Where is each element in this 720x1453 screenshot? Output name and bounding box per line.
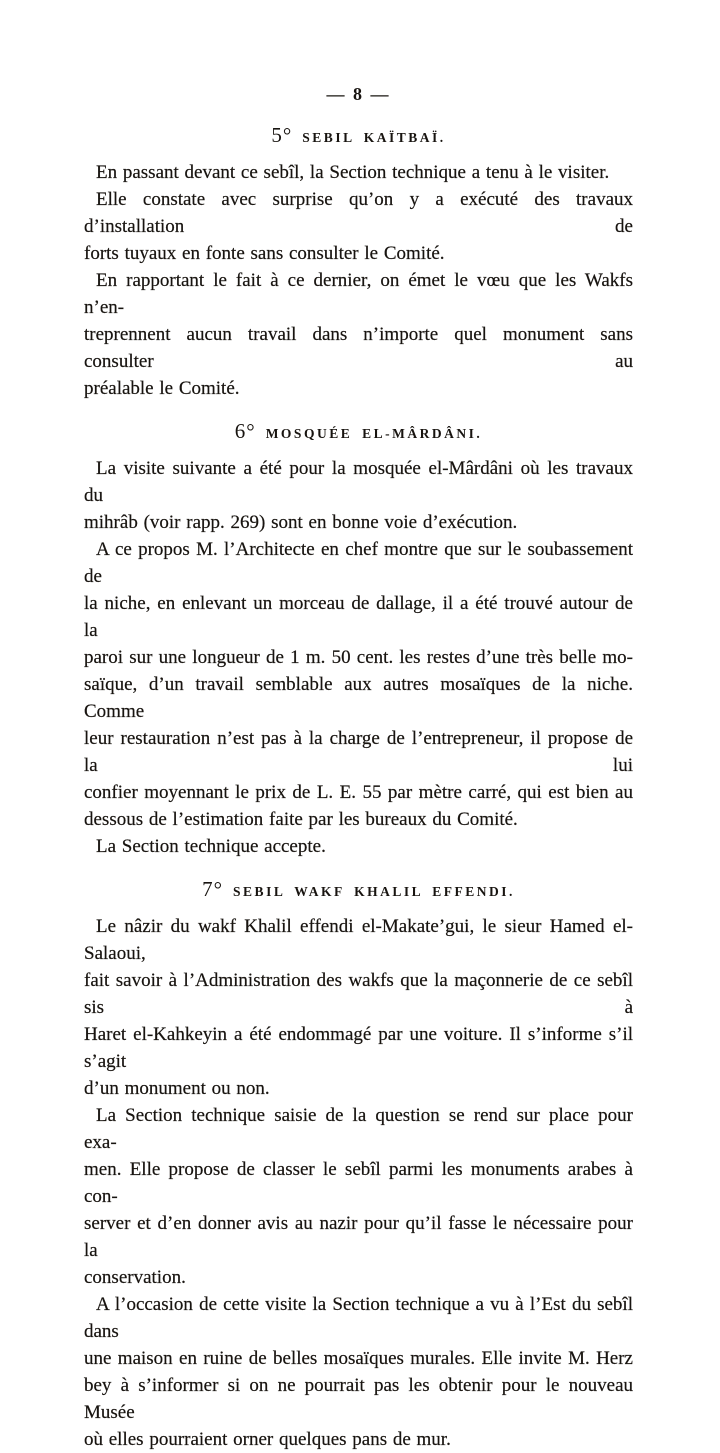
text-line: La visite suivante a été pour la mosquée el-Mârdâni où les travaux du xyxy=(84,458,633,506)
heading-title: MOSQUÉE EL-MÂRDÂNI. xyxy=(265,426,483,441)
paragraph xyxy=(84,1291,633,1453)
text-line: bey à s’informer si on ne pourrait pas les obtenir pour le nouveau Musée xyxy=(84,1375,633,1423)
text-line: conservation. xyxy=(84,1267,186,1288)
text-line: Elle constate avec surprise qu’on y a exécuté des travaux d’installation de xyxy=(84,189,633,237)
paragraph xyxy=(84,455,633,536)
section-heading xyxy=(84,121,633,152)
document-page xyxy=(84,82,633,1453)
paragraph xyxy=(84,1102,633,1291)
text-line: La Section technique saisie de la question se rend sur place pour exa- xyxy=(84,1105,633,1153)
text-line: mihrâb (voir rapp. 269) sont en bonne voie d’exécution. xyxy=(84,512,518,533)
text-line: La Section technique accepte. xyxy=(96,836,326,857)
text-line: dessous de l’estimation faite par les bureaux du Comité. xyxy=(84,809,518,830)
text-line: où elles pourraient orner quelques pans de mur. xyxy=(84,1429,451,1450)
text-line: confier moyennant le prix de L. E. 55 par mètre carré, qui est bien au xyxy=(84,782,633,803)
text-line: saïque, d’un travail semblable aux autres mosaïques de la niche. Comme xyxy=(84,674,633,722)
text-line: la niche, en enlevant un morceau de dallage, il a été trouvé autour de la xyxy=(84,593,633,641)
text-line: En rapportant le fait à ce dernier, on émet le vœu que les Wakfs n’en- xyxy=(84,270,633,318)
text-line: fait savoir à l’Administration des wakfs que la maçonnerie de ce sebîl sis à xyxy=(84,970,633,1018)
text-line: En passant devant ce sebîl, la Section technique a tenu à le visiter. xyxy=(96,162,610,183)
heading-number: 5° xyxy=(271,123,293,147)
text-line: forts tuyaux en fonte sans consulter le Comité. xyxy=(84,243,445,264)
text-line: server et d’en donner avis au nazir pour qu’il fasse le nécessaire pour la xyxy=(84,1213,633,1261)
section-heading xyxy=(84,875,633,906)
text-line: Le nâzir du wakf Khalil effendi el-Makate’gui, le sieur Hamed el-Salaoui, xyxy=(84,916,633,964)
heading-title: SEBIL KAÏTBAÏ. xyxy=(302,130,446,145)
text-line: A l’occasion de cette visite la Section technique a vu à l’Est du sebîl dans xyxy=(84,1294,633,1342)
text-line: leur restauration n’est pas à la charge de l’entrepreneur, il propose de la lui xyxy=(84,728,633,776)
section-heading xyxy=(84,417,633,448)
paragraph xyxy=(84,913,633,1102)
text-line: préalable le Comité. xyxy=(84,378,240,399)
heading-number: 6° xyxy=(234,419,256,443)
text-line: d’un monument ou non. xyxy=(84,1078,270,1099)
paragraph xyxy=(84,186,633,267)
heading-title: SEBIL WAKF KHALIL EFFENDI. xyxy=(233,884,515,899)
paragraph xyxy=(84,159,633,186)
paragraph xyxy=(84,833,633,860)
text-line: paroi sur une longueur de 1 m. 50 cent. les restes d’une très belle mo- xyxy=(84,647,633,668)
paragraph xyxy=(84,536,633,833)
page-number: — 8 — xyxy=(326,84,391,104)
heading-number: 7° xyxy=(202,877,224,901)
page-content xyxy=(84,121,633,1453)
text-line: treprennent aucun travail dans n’importe quel monument sans consulter au xyxy=(84,324,633,372)
text-line: une maison en ruine de belles mosaïques murales. Elle invite M. Herz xyxy=(84,1348,633,1369)
text-line: Haret el-Kahkeyin a été endommagé par une voiture. Il s’informe s’il s’agit xyxy=(84,1024,633,1072)
text-line: A ce propos M. l’Architecte en chef montre que sur le soubassement de xyxy=(84,539,633,587)
text-line: men. Elle propose de classer le sebîl parmi les monuments arabes à con- xyxy=(84,1159,633,1207)
paragraph xyxy=(84,267,633,402)
